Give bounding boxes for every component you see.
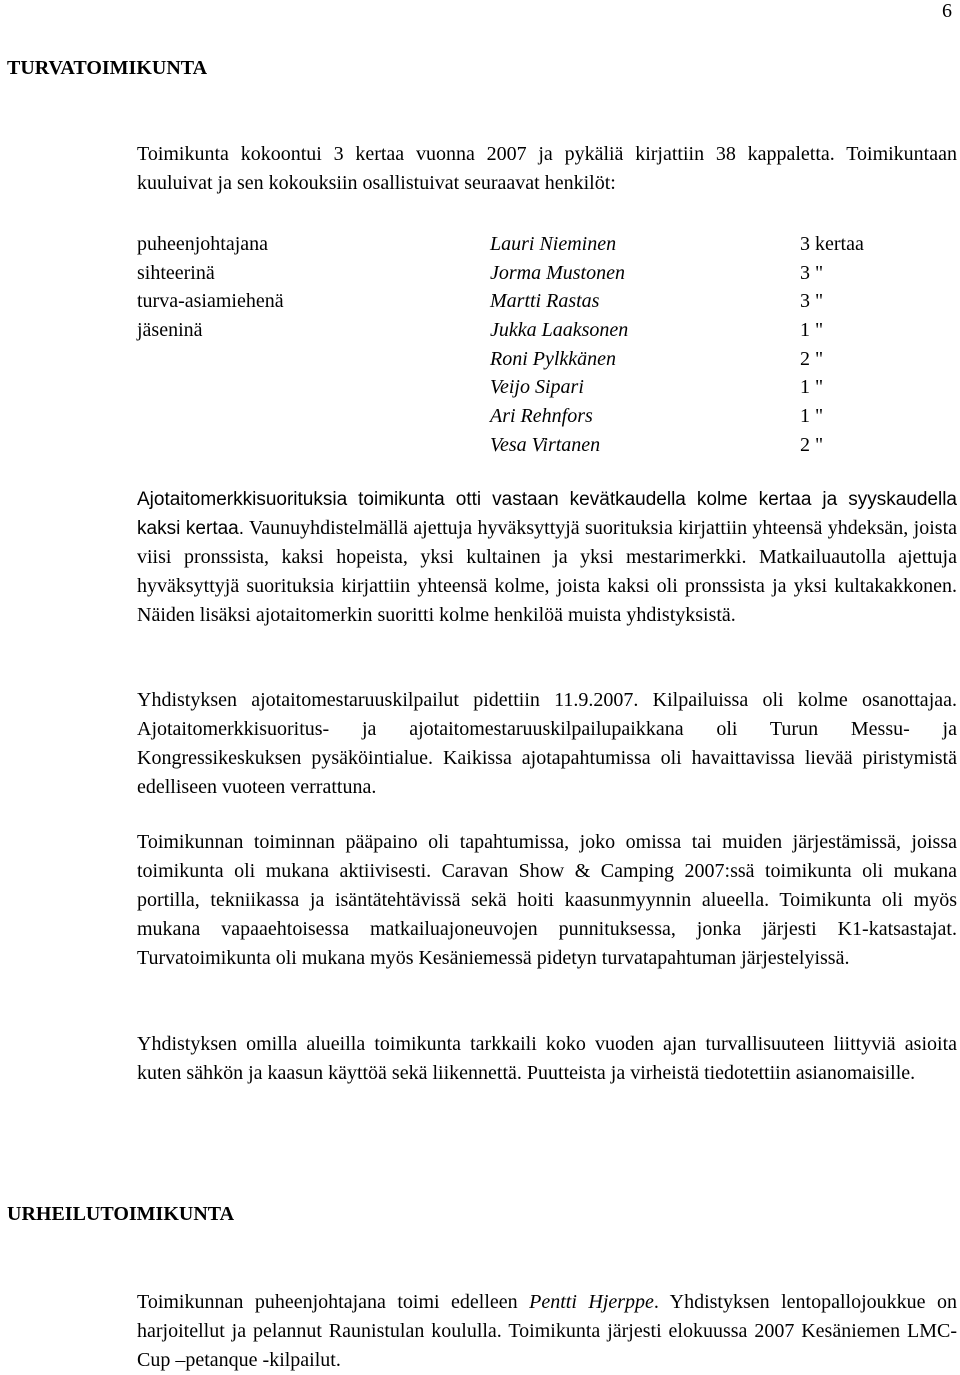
member-count: 1 " (800, 376, 824, 399)
member-count: 3 " (800, 261, 824, 284)
member-row (137, 402, 897, 431)
member-name: Veijo Sipari (490, 376, 584, 399)
member-row (137, 345, 897, 374)
member-count: 2 " (800, 347, 824, 370)
page-number: 6 (942, 0, 952, 22)
paragraph-lead-sans: Ajotaitomerkkisuorituksia toimikunta otti vastaan kevätkaudella kolme kertaa ja syyskaudella kaksi kertaa. (137, 489, 957, 539)
member-name: Vesa Virtanen (490, 433, 601, 456)
turva-paragraph-championship: Yhdistyksen ajotaitomestaruuskilpailut pidettiin 11.9.2007. Kilpailuissa oli kolme osanottajaa. Ajotaitomerkkisuoritus- ja ajotaitomestaruuskilpailupaikkana oli Turun Messu- ja Kongressikeskuksen pysäköintialue. Kaikissa ajotapahtumissa oli havaittavissa lievää piristymistä edelliseen vuoteen verrattuna. (137, 689, 957, 798)
turva-intro: Toimikunta kokoontui 3 kertaa vuonna 2007 ja pykäliä kirjattiin 38 kappaletta. Toimikuntaan kuuluivat ja sen kokouksiin osallistuivat seuraavat henkilöt: (137, 143, 957, 194)
member-name: Jorma Mustonen (490, 261, 625, 284)
member-name: Ari Rehnfors (490, 405, 593, 428)
turva-paragraph-events: Toimikunnan toiminnan pääpaino oli tapahtumissa, joko omissa tai muiden järjestämissä, joissa toimikunta oli mukana aktiivisesti. Caravan Show & Camping 2007:ssä toimikunta oli mukana portilla, tekniikassa ja isäntätehtävissä sekä hoiti kaasunmyynnin alueella. Toimikunta oli myös mukana vapaaehtoisessa matkailuajoneuvojen punnituksessa, jonka järjesti K1-katsastajat. Turvatoimikunta oli mukana myös Kesäniemessä pidetyn turvatapahtuman järjestelyissä. (137, 831, 957, 969)
member-count: 2 " (800, 433, 824, 456)
member-row (137, 431, 897, 460)
member-name: Martti Rastas (490, 290, 600, 313)
member-row (137, 316, 897, 345)
urheilu-paragraph (137, 1288, 957, 1375)
turva-heading: TURVATOIMIKUNTA (7, 57, 208, 79)
urheilu-heading: URHEILUTOIMIKUNTA (7, 1203, 235, 1225)
member-name: Jukka Laaksonen (490, 319, 629, 342)
member-row (137, 230, 897, 259)
turva-paragraph-driving-badges (137, 485, 957, 630)
member-name: Roni Pylkkänen (490, 347, 617, 370)
member-row (137, 287, 897, 316)
chair-name: Pentti Hjerppe (529, 1291, 654, 1313)
member-count: 3 " (800, 290, 824, 313)
member-count: 3 kertaa (800, 233, 864, 255)
member-role: turva-asiamiehenä (137, 290, 284, 313)
turva-paragraph-safety: Yhdistyksen omilla alueilla toimikunta tarkkaili koko vuoden ajan turvallisuuteen liittyviä asioita kuten sähkön ja kaasun käyttöä sekä liikennettä. Puutteista ja virheistä tiedotettiin asianomaisille. (137, 1033, 957, 1084)
member-row (137, 373, 897, 402)
member-count: 1 " (800, 319, 824, 342)
paragraph-start: Toimikunnan puheenjohtajana toimi edelleen (137, 1291, 530, 1313)
member-row (137, 259, 897, 288)
member-role: jäseninä (137, 319, 203, 342)
member-role: sihteerinä (137, 261, 215, 284)
member-role: puheenjohtajana (137, 233, 269, 255)
paragraph-rest: . Yhdistyksen lentopallojoukkue on harjoitellut ja pelannut Raunistulan koululla. Toimikunta järjesti elokuussa 2007 Kesäniemen LMC-Cup –petanque -kilpailut. (137, 1291, 957, 1371)
member-count: 1 " (800, 405, 824, 428)
member-table (137, 230, 897, 460)
paragraph-rest: Vaunuyhdistelmällä ajettuja hyväksyttyjä suorituksia kirjattiin yhteensä yhdeksän, joista viisi pronssista, kaksi hopeista, yksi kultainen ja yksi mestarimerkki. Matkailuautolla ajettuja hyväksyttyjä suorituksia kirjattiin yhteensä kolme, joista kaksi oli pronssista ja yksi kultakakkonen. Näiden lisäksi ajotaitomerkin suoritti kolme henkilöä muista yhdistyksistä. (137, 517, 957, 626)
member-name: Lauri Nieminen (490, 233, 617, 255)
